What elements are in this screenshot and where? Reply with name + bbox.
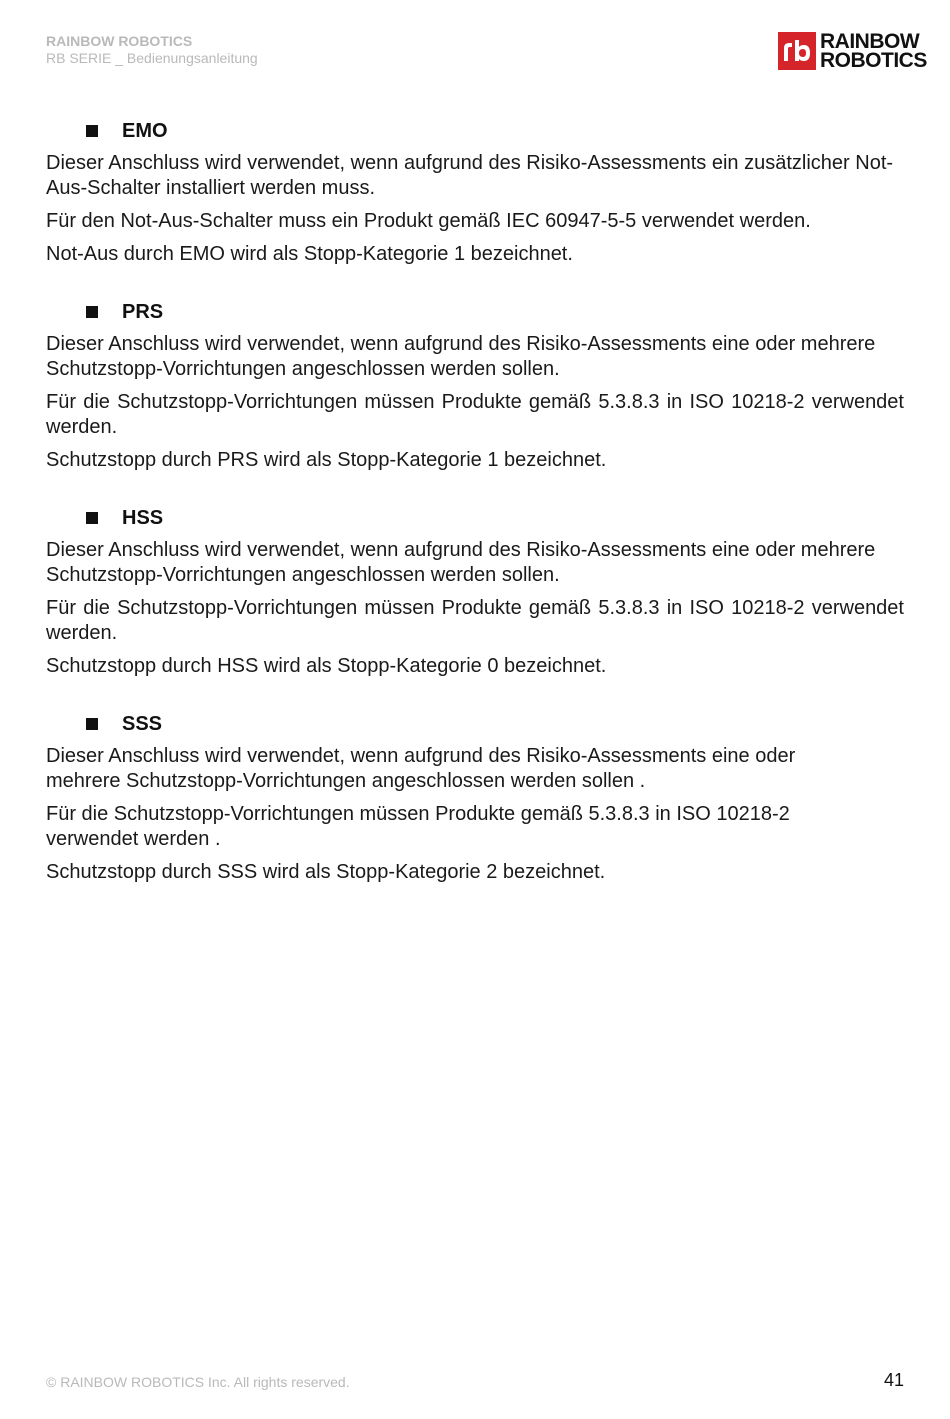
paragraph: Not-Aus durch EMO wird als Stopp-Kategorie 1 bezeichnet. bbox=[46, 243, 573, 265]
paragraph: Schutzstopp durch HSS wird als Stopp-Kategorie 0 bezeichnet. bbox=[46, 655, 607, 677]
section-heading bbox=[46, 118, 904, 144]
section-heading bbox=[46, 299, 904, 325]
section-heading bbox=[46, 505, 904, 531]
section-emo bbox=[46, 118, 904, 267]
company-logo bbox=[778, 32, 927, 70]
section-heading bbox=[46, 711, 904, 737]
logo-line-1: RAINBOW bbox=[820, 30, 920, 53]
section-title: EMO bbox=[122, 119, 168, 142]
header-company: RAINBOW ROBOTICS bbox=[46, 33, 193, 49]
section-title: SSS bbox=[122, 712, 163, 735]
square-bullet-icon bbox=[86, 125, 98, 137]
rb-logo-icon bbox=[778, 32, 816, 70]
main-content bbox=[46, 118, 904, 917]
footer-copyright: © RAINBOW ROBOTICS Inc. All rights reserved. bbox=[46, 1374, 350, 1390]
paragraph: Für die Schutzstopp-Vorrichtungen müssen Produkte gemäß 5.3.8.3 in ISO 10218-2 verwendet werden. bbox=[46, 597, 904, 644]
paragraph: Dieser Anschluss wird verwendet, wenn aufgrund des Risiko-Assessments eine oder mehrere Schutzstopp-Vorrichtungen angeschlossen werden sollen. bbox=[46, 333, 876, 380]
page-number: 41 bbox=[883, 1370, 904, 1390]
paragraph: Für die Schutzstopp-Vorrichtungen müssen Produkte gemäß 5.3.8.3 in ISO 10218-2 verwendet werden . bbox=[46, 803, 790, 850]
section-prs bbox=[46, 299, 904, 473]
paragraph: Dieser Anschluss wird verwendet, wenn aufgrund des Risiko-Assessments eine oder mehrere Schutzstopp-Vorrichtungen angeschlossen werden sollen . bbox=[46, 745, 796, 792]
paragraph: Für die Schutzstopp-Vorrichtungen müssen Produkte gemäß 5.3.8.3 in ISO 10218-2 verwendet werden. bbox=[46, 391, 904, 438]
section-hss bbox=[46, 505, 904, 679]
logo-wordmark bbox=[820, 32, 927, 70]
paragraph: Dieser Anschluss wird verwendet, wenn aufgrund des Risiko-Assessments ein zusätzlicher Not-Aus-Schalter installiert werden muss. bbox=[46, 152, 894, 199]
paragraph: Für den Not-Aus-Schalter muss ein Produkt gemäß IEC 60947-5-5 verwendet werden. bbox=[46, 210, 811, 232]
logo-line-2: ROBOTICS bbox=[820, 49, 927, 72]
paragraph: Schutzstopp durch SSS wird als Stopp-Kategorie 2 bezeichnet. bbox=[46, 861, 606, 883]
page-header bbox=[46, 33, 258, 67]
square-bullet-icon bbox=[86, 718, 98, 730]
square-bullet-icon bbox=[86, 306, 98, 318]
section-sss bbox=[46, 711, 904, 885]
section-title: PRS bbox=[122, 300, 164, 323]
square-bullet-icon bbox=[86, 512, 98, 524]
paragraph: Dieser Anschluss wird verwendet, wenn aufgrund des Risiko-Assessments eine oder mehrere Schutzstopp-Vorrichtungen angeschlossen werden sollen. bbox=[46, 539, 876, 586]
section-title: HSS bbox=[122, 506, 164, 529]
header-document-title: RB SERIE _ Bedienungsanleitung bbox=[46, 50, 258, 66]
paragraph: Schutzstopp durch PRS wird als Stopp-Kategorie 1 bezeichnet. bbox=[46, 449, 607, 471]
